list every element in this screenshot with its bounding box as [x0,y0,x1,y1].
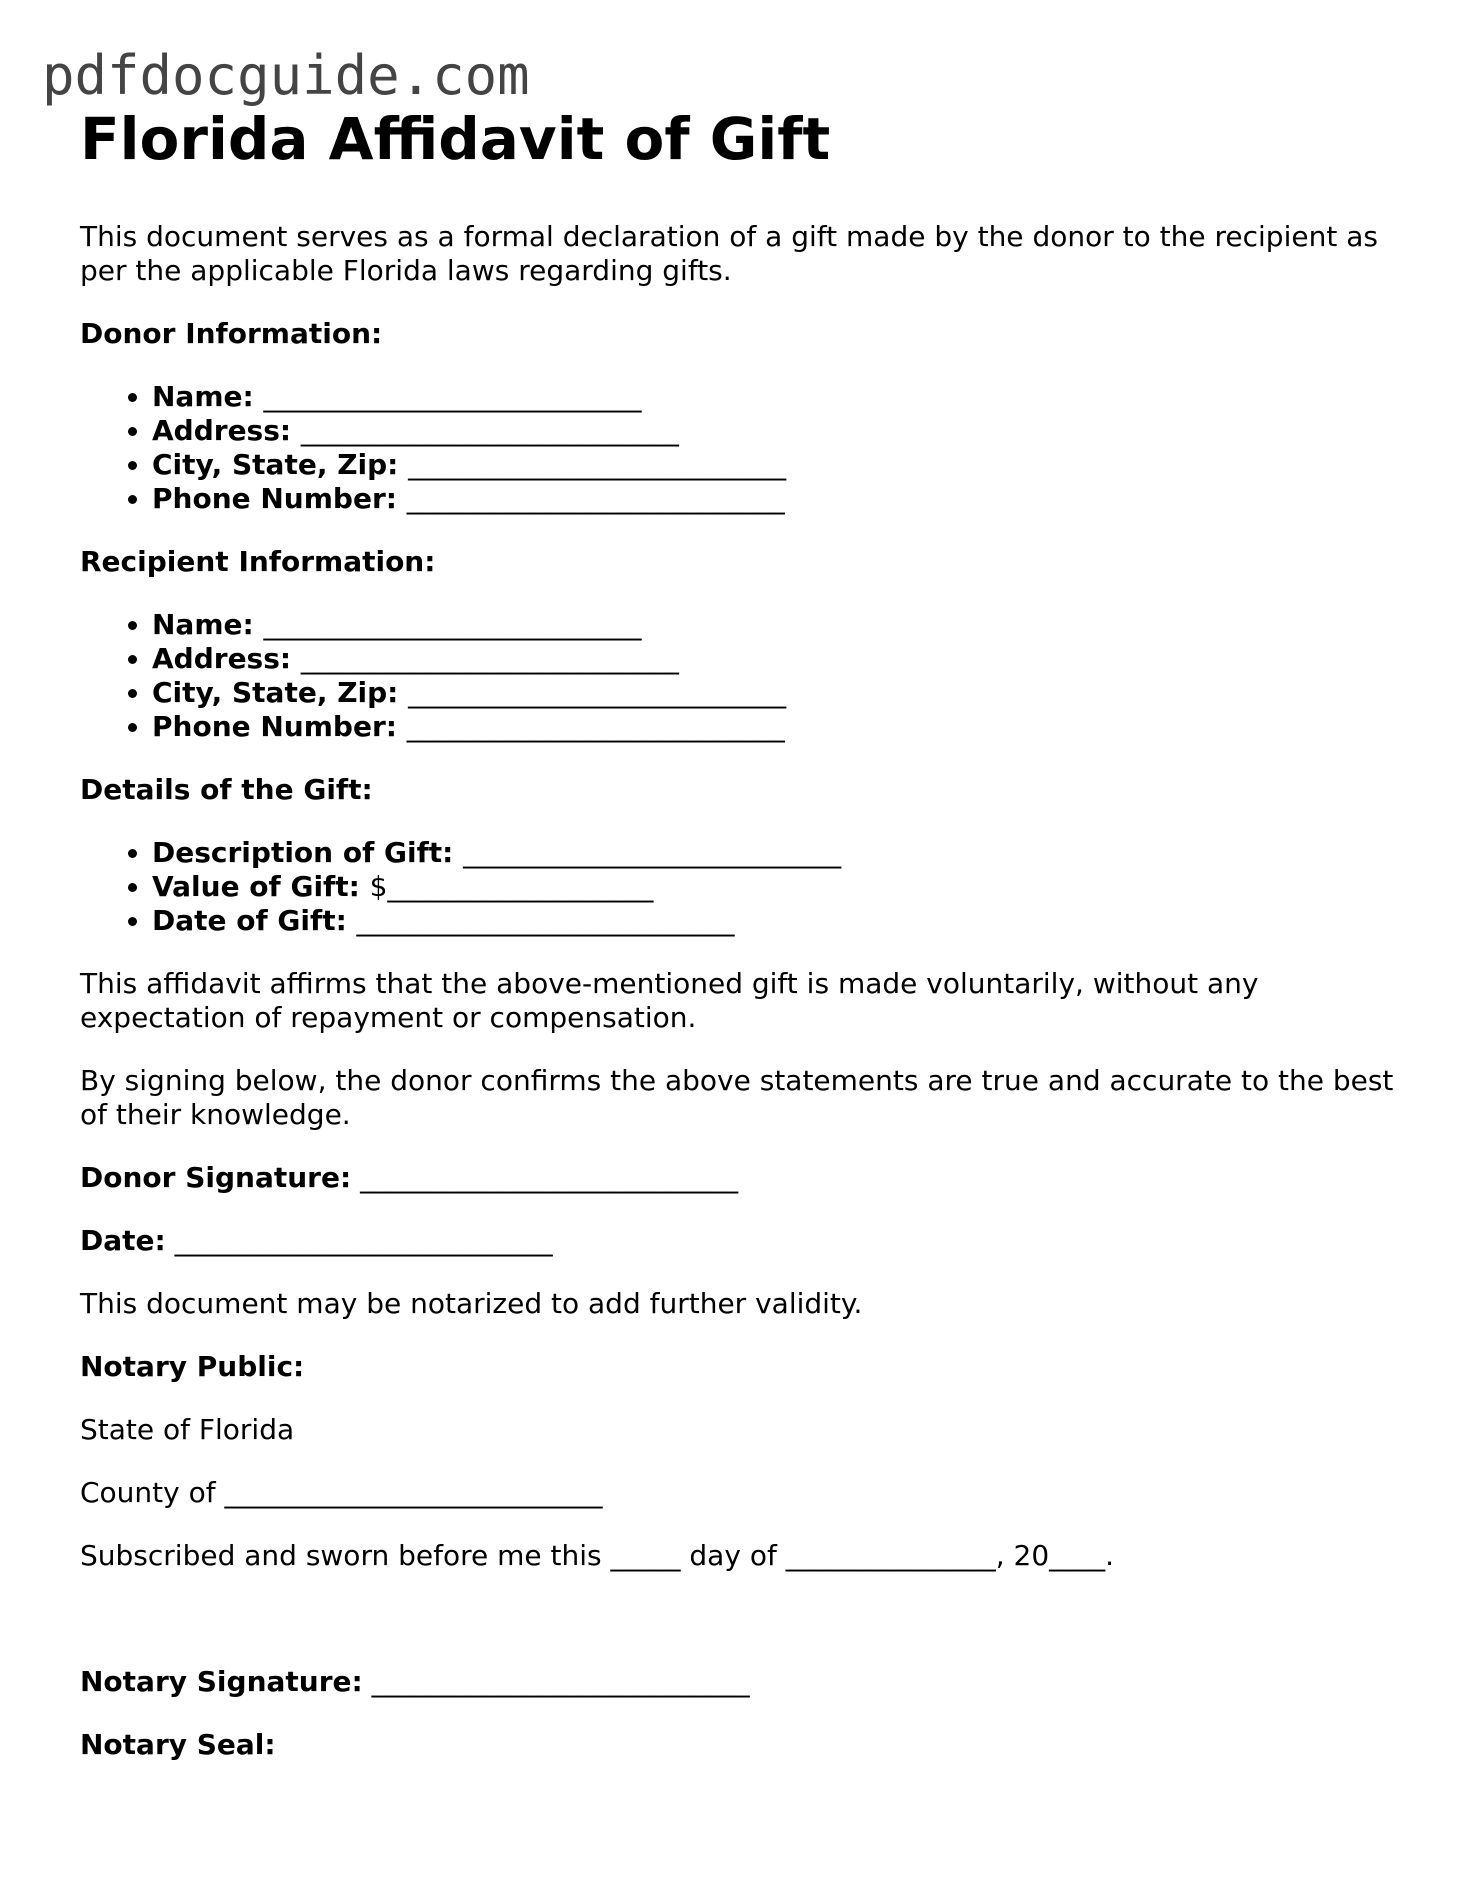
field-label: Value of Gift: [152,870,360,903]
notary-county-line [80,1476,1400,1510]
gift-heading: Details of the Gift: [80,773,373,806]
field-blank[interactable]: ___________________________ [300,414,679,447]
field-label: Notary Signature: [80,1665,363,1698]
field-blank[interactable]: ___________________________ [371,1665,750,1698]
field-label: City, State, Zip: [152,448,399,481]
field-label: Phone Number: [152,482,397,515]
confirmation-paragraph: By signing below, the donor confirms the above statements are true and accurate to the best of their knowledge. [80,1064,1394,1131]
field-blank[interactable]: ___________________________ [263,608,642,641]
field-label: Address: [152,642,292,675]
gift-date-field [152,904,1400,938]
field-label: City, State, Zip: [152,676,399,709]
donor-heading: Donor Information: [80,317,383,350]
recipient-phone-field [152,710,1400,744]
field-blank[interactable]: ___________________________ [356,904,735,937]
notary-heading: Notary Public: [80,1350,305,1383]
recipient-fields [80,608,1400,744]
document-title: Florida Affidavit of Gift [80,105,831,173]
field-label: Phone Number: [152,710,397,743]
notary-seal-label: Notary Seal: [80,1728,276,1761]
notary-signature-line [80,1665,1400,1699]
recipient-heading: Recipient Information: [80,545,436,578]
recipient-name-field [152,608,1400,642]
sworn-statement: Subscribed and sworn before me this _____ day of _______________, 20____. [80,1539,1115,1572]
field-label: Date of Gift: [152,904,347,937]
field-label: Description of Gift: [152,836,454,869]
field-label: County of [80,1476,216,1509]
gift-value-field [152,870,1400,904]
field-blank[interactable]: ___________________________ [263,380,642,413]
field-blank[interactable]: ___________________________ [360,1161,739,1194]
field-label: Donor Signature: [80,1161,352,1194]
recipient-address-field [152,642,1400,676]
field-blank[interactable]: ___________________________ [224,1476,603,1509]
affirmation-paragraph: This affidavit affirms that the above-mentioned gift is made voluntarily, without any expectation of repayment or compensation. [80,967,1259,1034]
donor-name-field [152,380,1400,414]
field-label: Name: [152,608,254,641]
donor-fields [80,380,1400,516]
recipient-city-state-zip-field [152,676,1400,710]
field-blank[interactable]: ___________________________ [300,642,679,675]
field-label: Date: [80,1224,166,1257]
notarize-note: This document may be notarized to add further validity. [80,1287,863,1320]
field-blank[interactable]: $___________________ [369,870,654,903]
field-blank[interactable]: ___________________________ [408,676,787,709]
donor-address-field [152,414,1400,448]
field-label: Address: [152,414,292,447]
notary-state: State of Florida [80,1413,295,1446]
donor-city-state-zip-field [152,448,1400,482]
document-page [80,104,1400,1791]
donor-signature-line [80,1161,1400,1195]
field-blank[interactable]: ___________________________ [406,482,785,515]
field-blank[interactable]: ___________________________ [408,448,787,481]
field-blank[interactable]: ___________________________ [406,710,785,743]
gift-fields [80,836,1400,938]
spacer [80,1602,1400,1665]
field-blank[interactable]: ___________________________ [463,836,842,869]
watermark: pdfdocguide.com [42,44,530,107]
intro-paragraph: This document serves as a formal declaration of a gift made by the donor to the recipient as per the applicable Florida laws regarding gifts. [80,220,1378,287]
date-line [80,1224,1400,1258]
field-label: Name: [152,380,254,413]
gift-description-field [152,836,1400,870]
donor-phone-field [152,482,1400,516]
field-blank[interactable]: ___________________________ [174,1224,553,1257]
